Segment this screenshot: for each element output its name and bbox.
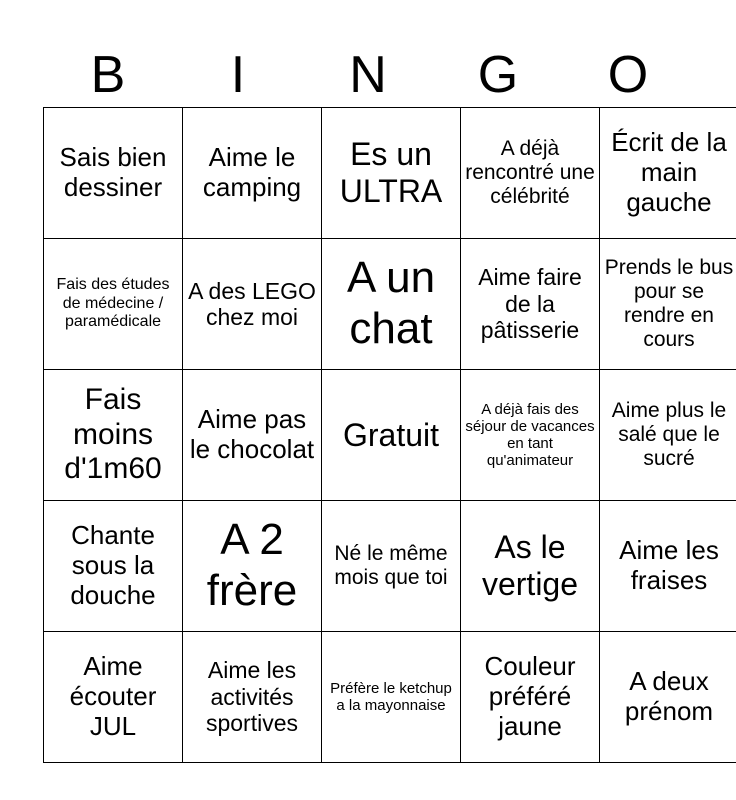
bingo-cell[interactable]: Né le même mois que toi — [322, 501, 461, 632]
bingo-cell[interactable]: Sais bien dessiner — [44, 108, 183, 239]
bingo-cell[interactable]: Aime les fraises — [600, 501, 736, 632]
bingo-cell[interactable]: Couleur préféré jaune — [461, 632, 600, 763]
bingo-card — [43, 107, 736, 763]
bingo-cell[interactable]: Aime pas le chocolat — [183, 370, 322, 501]
bingo-row — [44, 239, 736, 370]
bingo-cell[interactable]: Fais moins d'1m60 — [44, 370, 183, 501]
bingo-cell[interactable]: Aime le camping — [183, 108, 322, 239]
header-letter-i: I — [230, 46, 246, 104]
bingo-cell[interactable]: As le vertige — [461, 501, 600, 632]
bingo-cell[interactable]: Gratuit — [322, 370, 461, 501]
bingo-cell[interactable]: Aime écouter JUL — [44, 632, 183, 763]
bingo-cell[interactable]: Chante sous la douche — [44, 501, 183, 632]
header-letter-g: G — [477, 46, 519, 104]
bingo-cell[interactable]: Préfère le ketchup a la mayonnaise — [322, 632, 461, 763]
bingo-row — [44, 108, 736, 239]
bingo-cell[interactable]: Prends le bus pour se rendre en cours — [600, 239, 736, 370]
bingo-cell[interactable]: Aime faire de la pâtisserie — [461, 239, 600, 370]
header-letter-n: N — [349, 46, 387, 104]
bingo-cell[interactable]: A des LEGO chez moi — [183, 239, 322, 370]
bingo-cell[interactable]: A déjà fais des séjour de vacances en tant qu'animateur — [461, 370, 600, 501]
bingo-cell[interactable]: A un chat — [322, 239, 461, 370]
bingo-row — [44, 501, 736, 632]
bingo-cell[interactable]: Aime les activités sportives — [183, 632, 322, 763]
header-letter-o: O — [607, 46, 649, 104]
bingo-cell[interactable]: A déjà rencontré une célébrité — [461, 108, 600, 239]
bingo-row — [44, 632, 736, 763]
bingo-cell[interactable]: A 2 frère — [183, 501, 322, 632]
bingo-cell[interactable]: Fais des études de médecine / paramédicale — [44, 239, 183, 370]
bingo-row — [44, 370, 736, 501]
bingo-cell[interactable]: Écrit de la main gauche — [600, 108, 736, 239]
header-letter-b: B — [90, 46, 126, 104]
bingo-cell[interactable]: Aime plus le salé que le sucré — [600, 370, 736, 501]
bingo-header — [43, 44, 693, 106]
bingo-cell[interactable]: Es un ULTRA — [322, 108, 461, 239]
bingo-cell[interactable]: A deux prénom — [600, 632, 736, 763]
